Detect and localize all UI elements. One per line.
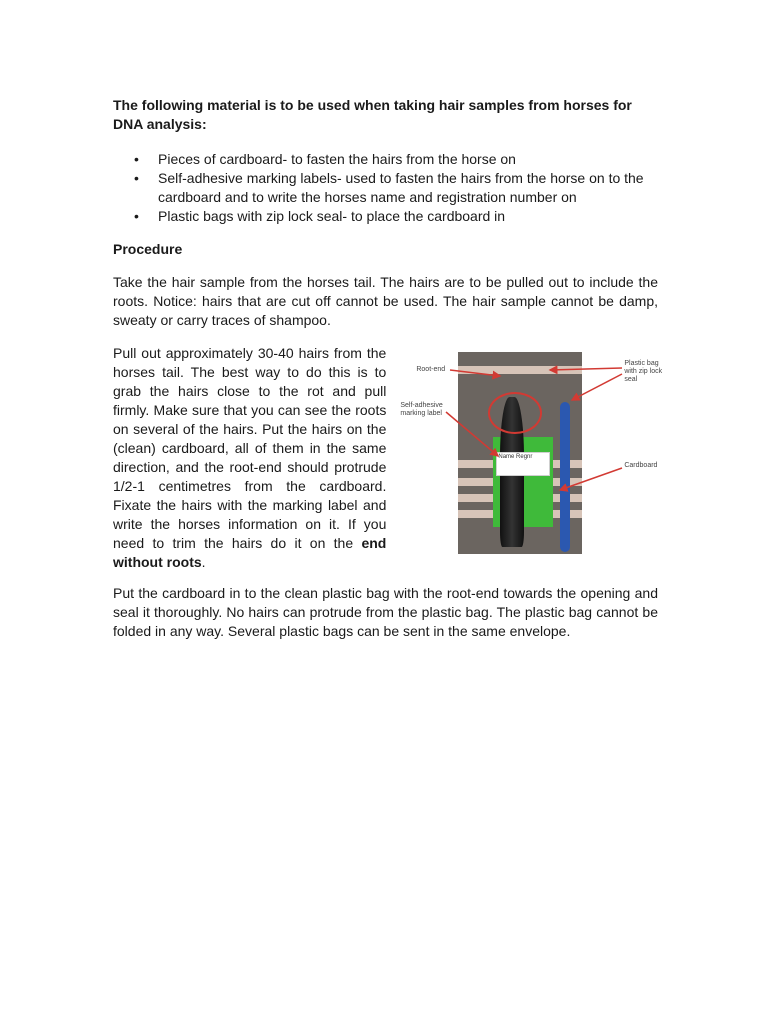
annotation-cardboard: Cardboard <box>624 462 658 469</box>
procedure-title: Procedure <box>113 241 183 257</box>
document-page <box>113 96 663 655</box>
bullet-icon: • <box>134 151 139 167</box>
list-item <box>134 169 658 207</box>
bullet-icon: • <box>134 170 139 186</box>
list-item <box>134 150 658 169</box>
list-item-text: Plastic bags with zip lock seal- to place the cardboard in <box>158 208 506 224</box>
instruction-with-figure <box>113 344 663 572</box>
arrow-plastic-bag-2 <box>572 374 622 400</box>
marking-label: Name Regnr <box>496 452 550 476</box>
arrow-cardboard <box>560 468 622 490</box>
paragraph-pull-hairs <box>113 344 386 572</box>
annotation-arrows <box>400 348 662 558</box>
arrow-plastic-bag-1 <box>550 368 622 370</box>
paragraph-hair-sample: Take the hair sample from the horses tail. The hairs are to be pulled out to include the roots. Notice: hairs that are cut off cannot be used. The hair sample cannot be damp, sweaty or carry traces of shampoo. <box>113 274 658 328</box>
paragraph-pull-hairs-end: . <box>201 554 206 570</box>
paragraph-pull-hairs-text: Pull out approximately 30-40 hairs from the horses tail. The best way to do this is to grab the hairs close to the rot and pull firmly. Make sure that you can see the roots on several of the hairs. Put the hairs on the (clean) cardboard, all of them in the same direction, and the root-end should protrude 1/2-1 centimetres from the cardboard. Fixate the hairs with the marking label and write the horses information on it. If you need to trim the hairs do it on the <box>113 345 387 551</box>
list-item-text: Self-adhesive marking labels- used to fasten the hairs from the horse on to the cardboard and to write the horses name and registration number on <box>158 170 644 205</box>
list-item <box>134 207 658 226</box>
list-item-text: Pieces of cardboard- to fasten the hairs from the horse on <box>158 151 516 167</box>
annotation-plastic-bag: Plastic bag with zip lock seal <box>624 360 663 383</box>
arrow-self-adhesive <box>446 412 498 456</box>
bullet-icon: • <box>134 208 139 224</box>
emphasis-end-without-roots: end without roots <box>113 535 387 570</box>
arrow-root-end <box>450 370 500 376</box>
annotation-root-end: Root-end <box>416 366 446 373</box>
annotation-self-adhesive-label: Self-adhesive marking label <box>400 402 443 417</box>
document-heading: The following material is to be used when taking hair samples from horses for DNA analysis: <box>113 97 632 132</box>
paragraph-cardboard-bag: Put the cardboard in to the clean plastic bag with the root-end towards the opening and seal it thoroughly. No hairs can protrude from the plastic bag. The plastic bag cannot be folded in any way. Several plastic bags can be sent in the same envelope. <box>113 585 658 639</box>
hair-sample-figure <box>400 348 663 558</box>
materials-list <box>113 150 658 226</box>
